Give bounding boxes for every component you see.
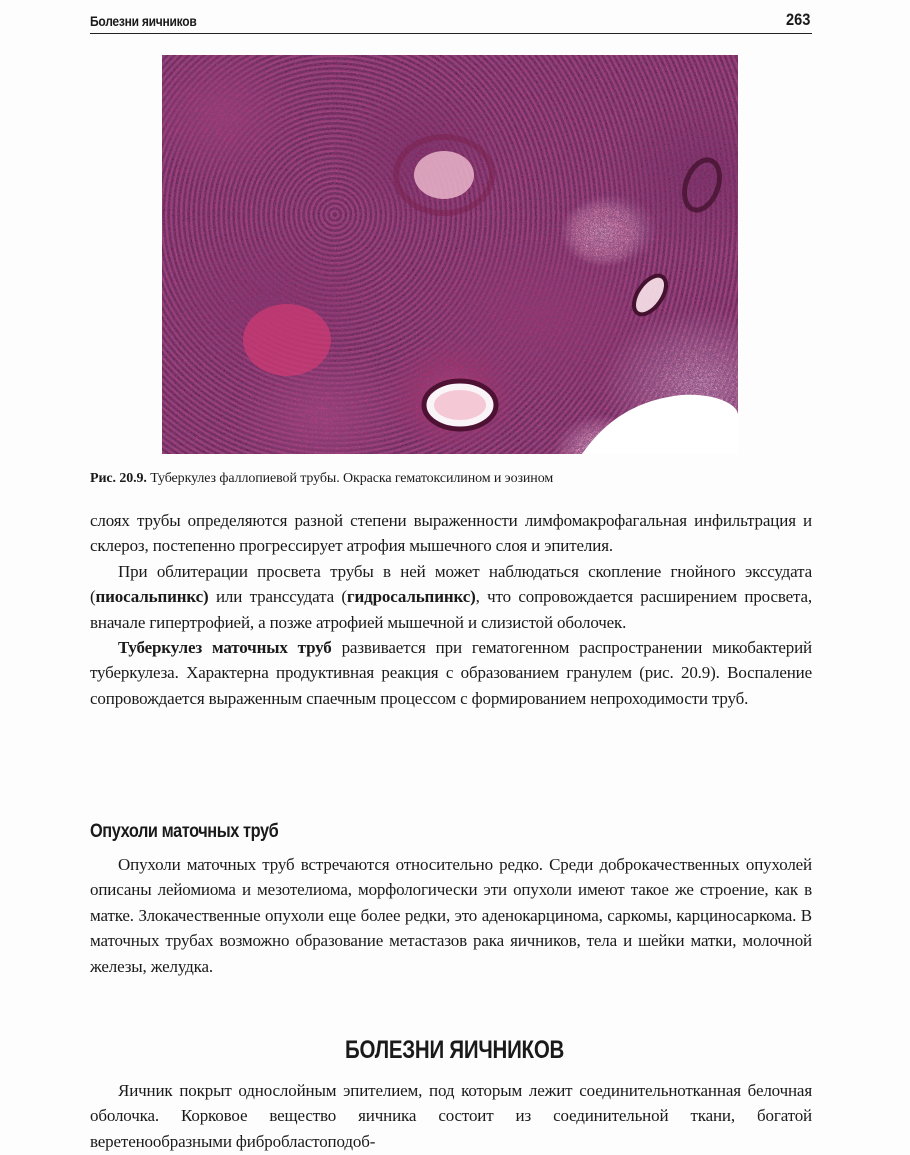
- paragraph-ovaries: Яичник покрыт однослойным эпителием, под которым лежит соединительнотканная белочная оболочка. Корковое вещество яичника состоит из соединительной ткани, богатой веретенообразными фибробластоподоб-: [90, 1081, 812, 1151]
- chapter-heading-text: БОЛЕЗНИ ЯИЧНИКОВ: [345, 1036, 565, 1064]
- section-heading-tumors: Опухоли маточных труб: [90, 821, 279, 842]
- paragraph-2: При облитерации просвета трубы в ней может наблюдаться скопление гнойного экссудата (пиосальпинкс) или транссудата (гидросальпинкс), что сопровождается расширением просвета, вначале гипертрофией, а позже атрофией мышечной и слизистой оболочек.: [90, 561, 812, 632]
- term-hydrosalpinx: гидросальпинкс): [346, 587, 476, 607]
- term-tuberculosis: Туберкулез маточных труб: [118, 638, 332, 658]
- running-title: Болезни яичников: [90, 13, 197, 29]
- tissue-texture: [162, 55, 738, 454]
- term-pyosalpinx: пиосальпинкс): [95, 587, 209, 607]
- paragraph-1: слоях трубы определяются разной степени выраженности лимфомакрофагальная инфильтрация и склероз, постепенно прогрессирует атрофия мышечного слоя и эпителия.: [90, 511, 812, 556]
- tumors-text: [90, 852, 812, 979]
- figure-caption-label: Рис. 20.9.: [90, 471, 147, 486]
- histology-figure: [162, 55, 738, 454]
- running-header: [90, 8, 812, 34]
- body-text: [90, 508, 812, 711]
- chapter-heading-ovaries: [0, 1036, 910, 1065]
- ovaries-text: [90, 1078, 812, 1154]
- page-number: 263: [785, 10, 810, 29]
- paragraph-3: Туберкулез маточных труб развивается при гематогенном распространении микобактерий туберкулеза. Характерна продуктивная реакция с образованием гранулем (рис. 20.9). Воспаление сопровождается выраженным спаечным процессом с формированием непроходимости труб.: [90, 638, 812, 708]
- figure-caption: [90, 470, 812, 488]
- figure-caption-text: Туберкулез фаллопиевой трубы. Окраска гематоксилином и эозином: [146, 471, 554, 486]
- paragraph-tumors: Опухоли маточных труб встречаются относительно редко. Среди доброкачественных опухолей описаны лейомиома и мезотелиома, морфологически эти опухоли имеют такое же строение, как в матке. Злокачественные опухоли еще более редки, это аденокарцинома, саркомы, карциносаркома. В маточных трубах возможно образование метастазов рака яичников, тела и шейки матки, молочной железы, желудка.: [90, 855, 812, 976]
